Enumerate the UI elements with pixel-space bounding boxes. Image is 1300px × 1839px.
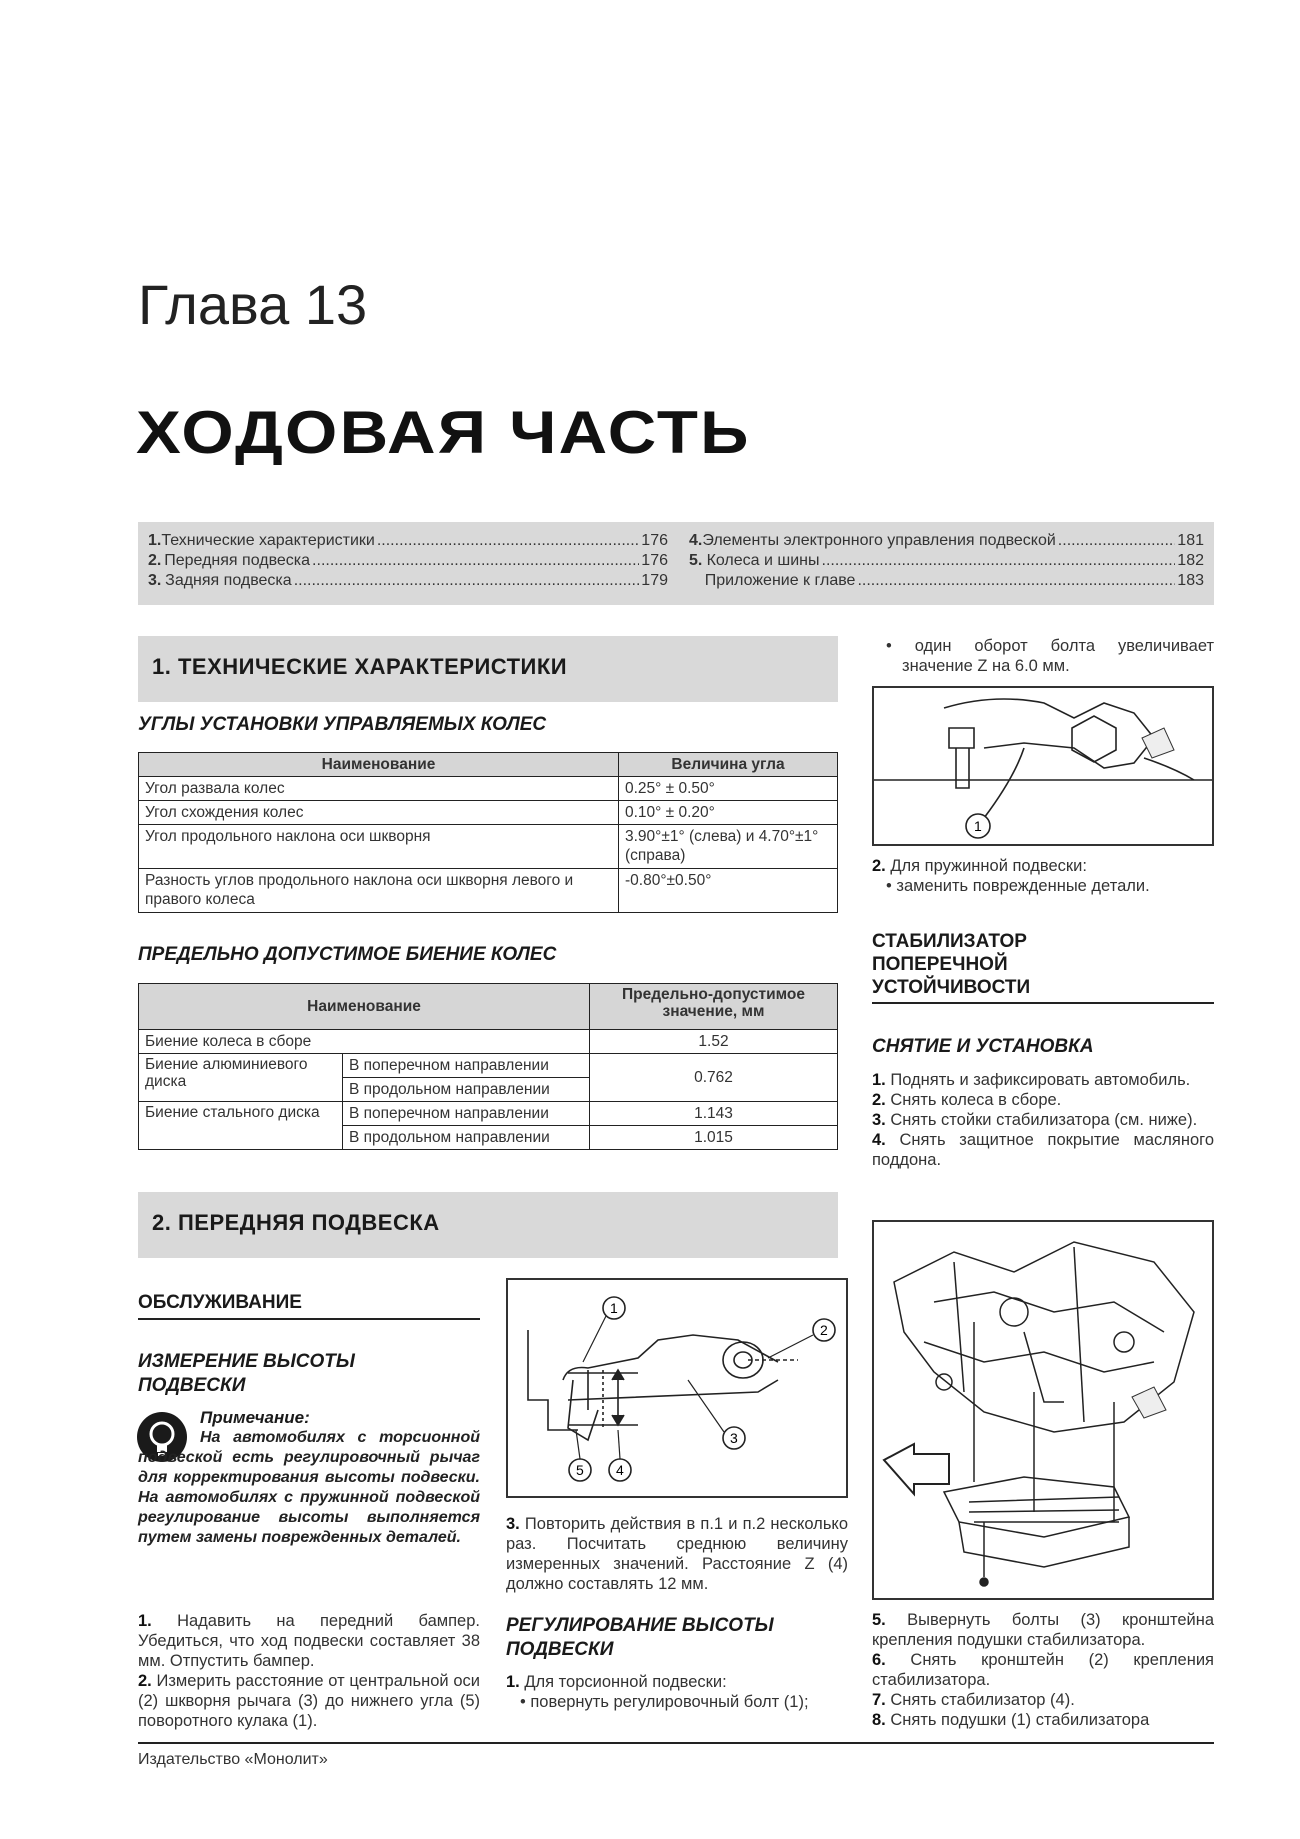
step-num: 1. xyxy=(872,1071,886,1089)
toc-dots xyxy=(312,552,639,570)
toc-text: Колеса и шины xyxy=(706,552,820,569)
toc-dots xyxy=(857,572,1175,590)
toc-num: 5. xyxy=(689,552,703,569)
toc-dots xyxy=(1058,532,1176,550)
table-row xyxy=(139,801,838,825)
toc-text: Элементы электронного управления подвеской xyxy=(702,532,1056,549)
step-text: Снять подушки (1) стабилизатора xyxy=(890,1711,1150,1729)
step-text: Снять защитное покрытие масляного поддона. xyxy=(872,1131,1214,1169)
wheel-alignment-heading: УГЛЫ УСТАНОВКИ УПРАВЛЯЕМЫХ КОЛЕС xyxy=(138,714,547,735)
toc-text: Задняя подвеска xyxy=(165,572,292,589)
table-cell: В поперечном направлении xyxy=(343,1054,590,1078)
step-text: Снять колеса в сборе. xyxy=(890,1091,1062,1109)
removal-heading: СНЯТИЕ И УСТАНОВКА xyxy=(872,1036,1094,1057)
list-item xyxy=(872,1710,1214,1730)
step-num: 2. xyxy=(872,1091,886,1109)
section-2-header: 2. ПЕРЕДНЯЯ ПОДВЕСКА xyxy=(138,1192,838,1258)
table-cell: Разность углов продольного наклона оси шкворня левого и правого колеса xyxy=(139,869,619,913)
toc-item[interactable] xyxy=(689,532,1204,552)
step-text: Повторить действия в п.1 и п.2 несколько раз. Посчитать среднюю величину измеренных значений. Расстояние Z (4) должно составлять 12 мм. xyxy=(506,1515,848,1593)
step-text: Измерить расстояние от центральной оси (2) шкворня рычага (3) до нижнего угла (5) поворотного кулака (1). xyxy=(138,1672,480,1730)
toc-right-column xyxy=(689,532,1204,592)
toc-page: 176 xyxy=(641,532,668,549)
bullet-item: • один оборот болта увеличивает значение Z на 6.0 мм. xyxy=(886,637,1214,675)
removal-steps-continued xyxy=(872,1610,1214,1730)
callout-4: 4 xyxy=(616,1462,624,1478)
publisher-footer: Издательство «Монолит» xyxy=(138,1751,328,1768)
callout-1: 1 xyxy=(974,818,982,834)
table-cell: В продольном направлении xyxy=(343,1078,590,1102)
callout-1: 1 xyxy=(610,1300,618,1316)
step-text: Снять стойки стабилизатора (см. ниже). xyxy=(890,1111,1198,1129)
list-item xyxy=(872,856,1214,876)
step-text: Для пружинной подвески: xyxy=(890,857,1087,875)
table-cell: В продольном направлении xyxy=(343,1126,590,1150)
note-label: Примечание: xyxy=(200,1408,310,1427)
runout-table xyxy=(138,983,838,1150)
list-item xyxy=(872,1130,1214,1170)
section-1-header: 1. ТЕХНИЧЕСКИЕ ХАРАКТЕРИСТИКИ xyxy=(138,636,838,702)
step-3 xyxy=(506,1514,848,1594)
footer-divider xyxy=(138,1742,1214,1744)
suspension-height-figure xyxy=(506,1278,848,1498)
list-item xyxy=(872,1110,1214,1130)
toc-num: 1. xyxy=(148,532,162,549)
table-row xyxy=(139,777,838,801)
table-row xyxy=(139,1054,838,1078)
list-item xyxy=(138,1671,480,1731)
table-cell: Биение стального диска xyxy=(139,1102,343,1150)
adjust-bolt-figure xyxy=(872,686,1214,846)
table-cell: 0.25° ± 0.50° xyxy=(619,777,838,801)
step-num: 6. xyxy=(872,1651,886,1669)
table-cell: 1.143 xyxy=(590,1102,838,1126)
list-item xyxy=(872,1090,1214,1110)
measure-heading: ИЗМЕРЕНИЕ ВЫСОТЫ ПОДВЕСКИ xyxy=(138,1351,355,1396)
callout-3: 3 xyxy=(730,1430,738,1446)
toc-page: 182 xyxy=(1177,552,1204,569)
callout-5: 5 xyxy=(576,1462,584,1478)
subframe-figure xyxy=(872,1220,1214,1600)
table-header: Предельно-допустимое значение, мм xyxy=(590,984,838,1030)
table-cell: 1.52 xyxy=(590,1030,838,1054)
divider xyxy=(872,1002,1214,1004)
spring-steps xyxy=(872,856,1214,896)
toc-page: 176 xyxy=(641,552,668,569)
toc-page: 183 xyxy=(1177,572,1204,589)
toc-text: Передняя подвеска xyxy=(164,552,311,569)
table-cell: Биение колеса в сборе xyxy=(139,1030,590,1054)
toc-item[interactable] xyxy=(148,552,668,572)
table-header: Величина угла xyxy=(619,753,838,777)
alignment-table xyxy=(138,752,838,913)
removal-steps xyxy=(872,1070,1214,1170)
list-item xyxy=(872,1690,1214,1710)
list-item xyxy=(872,1070,1214,1090)
table-row xyxy=(139,869,838,913)
chapter-title: ХОДОВАЯ ЧАСТЬ xyxy=(136,399,751,466)
note-text: На автомобилях с торсионной подвеской есть регулировочный рычаг для корректирования высоты подвески. На автомобилях с пружинной подвеской регулирование высоты выполняется путем замены поврежденных деталей. xyxy=(138,1429,480,1546)
bullet-text: повернуть регулировочный болт (1); xyxy=(530,1693,809,1711)
list-item xyxy=(506,1672,848,1692)
table-row xyxy=(139,1102,838,1126)
step-num: 3. xyxy=(506,1515,520,1533)
toc-dots xyxy=(822,552,1176,570)
table-cell: 3.90°±1° (слева) и 4.70°±1° (справа) xyxy=(619,825,838,869)
step-text: Снять стабилизатор (4). xyxy=(890,1691,1075,1709)
chapter-label: Глава 13 xyxy=(138,273,368,336)
toc-item[interactable] xyxy=(148,572,668,592)
table-cell: -0.80°±0.50° xyxy=(619,869,838,913)
toc-left-column xyxy=(148,532,668,592)
adjust-steps xyxy=(506,1672,848,1712)
toc-page: 181 xyxy=(1177,532,1204,549)
step-num: 8. xyxy=(872,1711,886,1729)
table-cell: Угол развала колес xyxy=(139,777,619,801)
step-num: 1. xyxy=(138,1612,152,1630)
measure-steps xyxy=(138,1611,480,1731)
bullet-text: один оборот болта увеличивает значение Z на 6.0 мм. xyxy=(902,637,1214,675)
table-cell: Биение алюминиевого диска xyxy=(139,1054,343,1102)
step-text: Вывернуть болты (3) кронштейна крепления подушки стабилизатора. xyxy=(872,1611,1214,1649)
step-num: 7. xyxy=(872,1691,886,1709)
toc-num: 4. xyxy=(689,532,703,549)
table-header: Наименование xyxy=(139,984,590,1030)
toc-dots xyxy=(294,572,640,590)
table-cell: 1.015 xyxy=(590,1126,838,1150)
table-row xyxy=(139,1030,838,1054)
step-num: 2. xyxy=(872,857,886,875)
table-cell: 0.762 xyxy=(590,1054,838,1102)
toc-page: 179 xyxy=(641,572,668,589)
step-text: Поднять и зафиксировать автомобиль. xyxy=(890,1071,1191,1089)
list-item xyxy=(872,1650,1214,1690)
toc-item[interactable] xyxy=(689,572,1204,592)
step-text: Для торсионной подвески: xyxy=(524,1673,727,1691)
table-cell: В поперечном направлении xyxy=(343,1102,590,1126)
stabilizer-heading: СТАБИЛИЗАТОР ПОПЕРЕЧНОЙ УСТОЙЧИВОСТИ xyxy=(872,931,1031,998)
adjust-heading: РЕГУЛИРОВАНИЕ ВЫСОТЫ ПОДВЕСКИ xyxy=(506,1615,774,1660)
toc-num: 2. xyxy=(148,552,162,569)
list-item xyxy=(872,1610,1214,1650)
toc-item[interactable] xyxy=(689,552,1204,572)
table-cell: Угол продольного наклона оси шкворня xyxy=(139,825,619,869)
toc-text: Технические характеристики xyxy=(161,532,375,549)
callout-2: 2 xyxy=(820,1322,828,1338)
step-num: 1. xyxy=(506,1673,520,1691)
bullet-item: • повернуть регулировочный болт (1); xyxy=(520,1693,809,1711)
bullet-text: заменить поврежденные детали. xyxy=(896,877,1150,895)
toc-item[interactable] xyxy=(148,532,668,552)
toc-dots xyxy=(377,532,639,550)
step-num: 3. xyxy=(872,1111,886,1129)
table-of-contents xyxy=(138,522,1214,605)
table-cell: Угол схождения колес xyxy=(139,801,619,825)
table-header: Наименование xyxy=(139,753,619,777)
step-num: 4. xyxy=(872,1131,886,1149)
bullet-item: • заменить поврежденные детали. xyxy=(886,877,1150,895)
runout-heading: ПРЕДЕЛЬНО ДОПУСТИМОЕ БИЕНИЕ КОЛЕС xyxy=(138,944,557,965)
toc-text: Приложение к главе xyxy=(704,572,856,589)
table-row xyxy=(139,825,838,869)
step-num: 5. xyxy=(872,1611,886,1629)
step-text: Снять кронштейн (2) крепления стабилизатора. xyxy=(872,1651,1214,1689)
table-cell: 0.10° ± 0.20° xyxy=(619,801,838,825)
toc-num: 3. xyxy=(148,572,162,589)
divider xyxy=(138,1318,480,1320)
list-item xyxy=(138,1611,480,1671)
service-heading: ОБСЛУЖИВАНИЕ xyxy=(138,1292,302,1313)
step-num: 2. xyxy=(138,1672,152,1690)
step-text: Надавить на передний бампер. Убедиться, что ход подвески составляет 38 мм. Отпустить бампер. xyxy=(138,1612,480,1670)
